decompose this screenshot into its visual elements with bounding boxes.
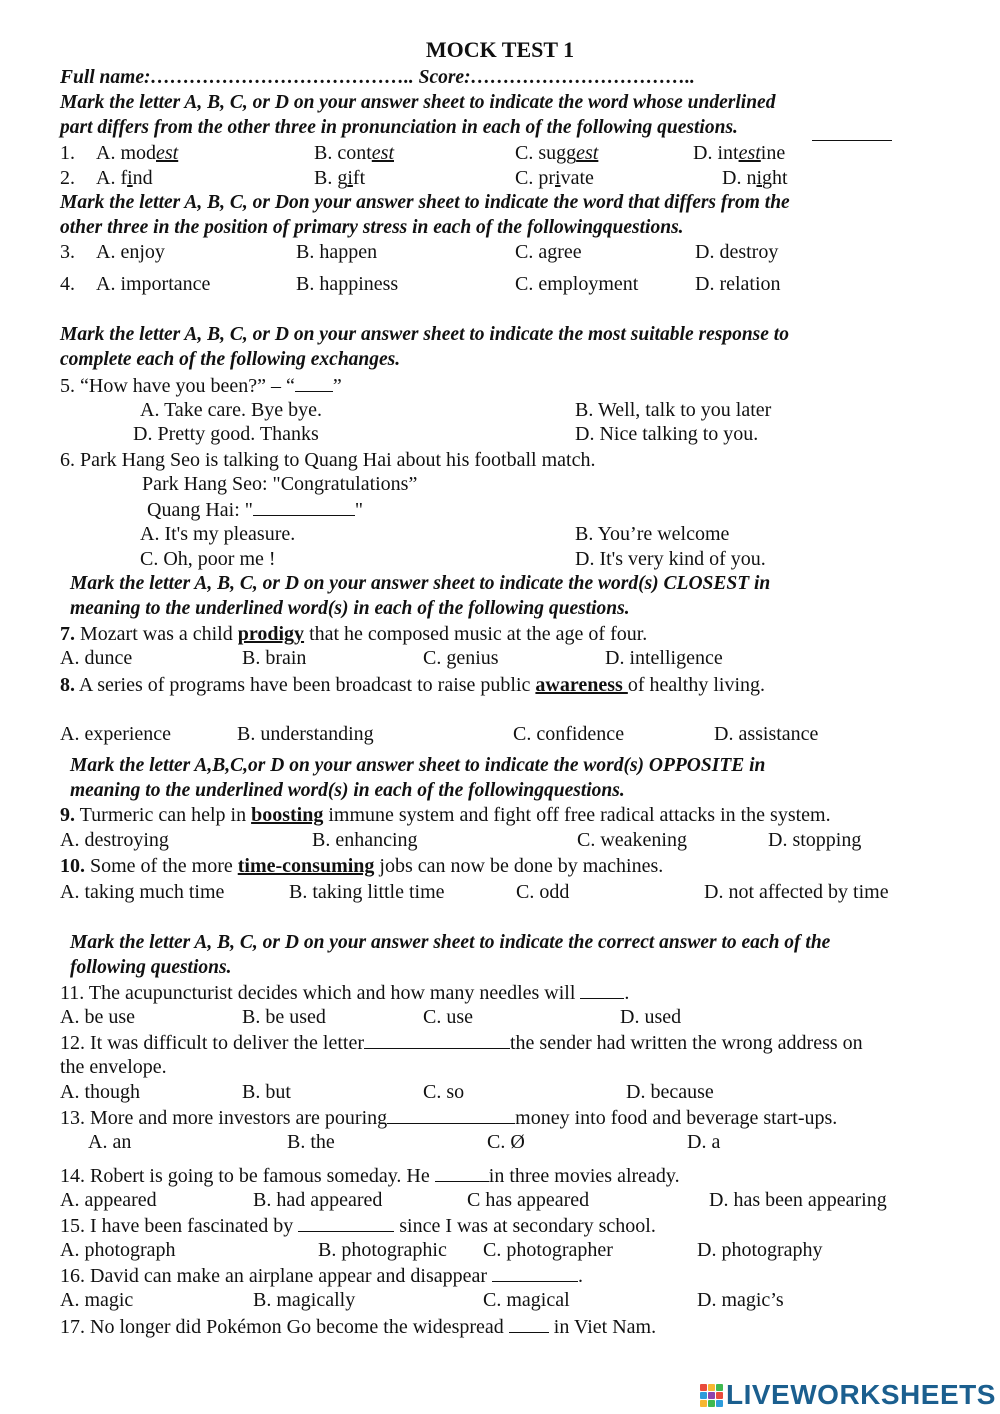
q9-option-a[interactable]: A. destroying <box>60 829 169 851</box>
q9-option-b[interactable]: B. enhancing <box>312 829 418 851</box>
q12-option-a[interactable]: A. though <box>60 1081 140 1103</box>
q9-option-c[interactable]: C. weakening <box>577 829 687 851</box>
q15-stem: 15. I have been fascinated by since I was at secondary school. <box>60 1215 656 1237</box>
liveworksheets-logo <box>700 1378 996 1412</box>
q4-option-d[interactable]: D. relation <box>695 273 781 295</box>
q5-stem: 5. “How have you been?” – “ ” <box>60 375 342 397</box>
q11-blank[interactable] <box>580 980 624 999</box>
q6-option-d[interactable]: D. It's very kind of you. <box>575 548 766 570</box>
instruction-pronunciation-2: part differs from the other three in pronunciation in each of the following questions. <box>60 117 738 138</box>
logo-mark-icon <box>700 1384 723 1407</box>
q6-stem: 6. Park Hang Seo is talking to Quang Hai about his football match. <box>60 449 596 471</box>
q3-option-b[interactable]: B. happen <box>296 241 378 263</box>
q1-option-c[interactable]: C. suggest <box>515 142 599 164</box>
q3-option-d[interactable]: D. destroy <box>695 241 779 263</box>
q12-option-d[interactable]: D. because <box>626 1081 714 1103</box>
instruction-opposite-2: meaning to the underlined word(s) in each of the followingquestions. <box>70 780 625 801</box>
q10-option-b[interactable]: B. taking little time <box>289 881 445 903</box>
q10-option-c[interactable]: C. odd <box>516 881 570 903</box>
q11-option-c[interactable]: C. use <box>423 1006 473 1028</box>
q10-stem: 10. Some of the more time-consuming jobs can now be done by machines. <box>60 855 664 877</box>
q6-blank[interactable] <box>253 497 355 516</box>
q1-option-b[interactable]: B. contest <box>314 142 394 164</box>
q5-option-d2[interactable]: D. Nice talking to you. <box>575 423 759 445</box>
instruction-stress-1: Mark the letter A, B, C, or Don your answer sheet to indicate the word that differs from the <box>60 192 790 213</box>
q17-stem: 17. No longer did Pokémon Go become the widespread in Viet Nam. <box>60 1316 657 1338</box>
q11-option-a[interactable]: A. be use <box>60 1006 135 1028</box>
q16-option-c[interactable]: C. magical <box>483 1289 570 1311</box>
q14-option-a[interactable]: A. appeared <box>60 1189 157 1211</box>
q12-option-b[interactable]: B. but <box>242 1081 291 1103</box>
q12-stem: 12. It was difficult to deliver the letter the sender had written the wrong address on <box>60 1032 863 1054</box>
q15-blank[interactable] <box>298 1213 394 1232</box>
q16-option-a[interactable]: A. magic <box>60 1289 134 1311</box>
q14-stem: 14. Robert is going to be famous someday. He in three movies already. <box>60 1165 680 1187</box>
q1-option-d[interactable]: D. intestine <box>693 142 786 164</box>
logo-text: LIVEWORKSHEETS <box>726 1379 996 1410</box>
q11-option-d[interactable]: D. used <box>620 1006 682 1028</box>
q2-option-d[interactable]: D. night <box>722 167 788 189</box>
q5-option-d1[interactable]: D. Pretty good. Thanks <box>133 423 319 445</box>
name-score-line: Full name:………………………………….. Score:…………………………….. <box>60 67 695 88</box>
q16-blank[interactable] <box>492 1263 578 1282</box>
q6-option-c[interactable]: C. Oh, poor me ! <box>140 548 276 570</box>
q8-option-a[interactable]: A. experience <box>60 723 172 745</box>
q14-blank[interactable] <box>435 1163 489 1182</box>
instruction-correct-1: Mark the letter A, B, C, or D on your answer sheet to indicate the correct answer to each of the <box>70 932 831 953</box>
q7-option-d[interactable]: D. intelligence <box>605 647 723 669</box>
q6-dialogue-line1: Park Hang Seo: "Congratulations” <box>142 473 418 495</box>
q14-option-b[interactable]: B. had appeared <box>253 1189 383 1211</box>
q13-option-c[interactable]: C. Ø <box>487 1131 525 1153</box>
q17-blank[interactable] <box>509 1314 549 1333</box>
instruction-exchange-2: complete each of the following exchanges. <box>60 349 401 370</box>
q8-stem: 8. A series of programs have been broadcast to raise public awareness of healthy living. <box>60 674 766 696</box>
q16-option-b[interactable]: B. magically <box>253 1289 356 1311</box>
q9-option-d[interactable]: D. stopping <box>768 829 862 851</box>
q15-option-c[interactable]: C. photographer <box>483 1239 613 1261</box>
q4-number: 4. <box>60 273 75 295</box>
q13-option-d[interactable]: D. a <box>687 1131 721 1153</box>
q13-option-a[interactable]: A. an <box>88 1131 132 1153</box>
q7-option-a[interactable]: A. dunce <box>60 647 133 669</box>
q3-option-c[interactable]: C. agree <box>515 241 582 263</box>
instruction-closest-1: Mark the letter A, B, C, or D on your answer sheet to indicate the word(s) CLOSEST in <box>70 573 771 594</box>
q11-stem: 11. The acupuncturist decides which and how many needles will . <box>60 982 630 1004</box>
q15-option-d[interactable]: D. photography <box>697 1239 823 1261</box>
q5-option-b[interactable]: B. Well, talk to you later <box>575 399 772 421</box>
instruction-opposite-1: Mark the letter A,B,C,or D on your answer sheet to indicate the word(s) OPPOSITE in <box>70 755 766 776</box>
q4-option-b[interactable]: B. happiness <box>296 273 399 295</box>
q9-stem: 9. Turmeric can help in boosting immune system and fight off free radical attacks in the system. <box>60 804 831 826</box>
instruction-stress-2: other three in the position of primary stress in each of the followingquestions. <box>60 217 684 238</box>
q15-option-a[interactable]: A. photograph <box>60 1239 176 1261</box>
q7-option-c[interactable]: C. genius <box>423 647 499 669</box>
q3-option-a[interactable]: A. enjoy <box>96 241 165 263</box>
q1-option-a[interactable]: A. modest <box>96 142 179 164</box>
q2-option-b[interactable]: B. gift <box>314 167 366 189</box>
q5-option-a[interactable]: A. Take care. Bye bye. <box>140 399 323 421</box>
q8-option-d[interactable]: D. assistance <box>714 723 819 745</box>
q14-option-d[interactable]: D. has been appearing <box>709 1189 887 1211</box>
q3-number: 3. <box>60 241 75 263</box>
q15-option-b[interactable]: B. photographic <box>318 1239 447 1261</box>
q12-option-c[interactable]: C. so <box>423 1081 465 1103</box>
q7-option-b[interactable]: B. brain <box>242 647 307 669</box>
instruction-underline <box>812 116 892 141</box>
q6-option-a[interactable]: A. It's my pleasure. <box>140 523 296 545</box>
q5-blank[interactable] <box>295 373 333 392</box>
instruction-closest-2: meaning to the underlined word(s) in each of the following questions. <box>70 598 630 619</box>
q8-option-b[interactable]: B. understanding <box>237 723 374 745</box>
q1-number: 1. <box>60 142 75 164</box>
q12-stem-line2: the envelope. <box>60 1056 167 1078</box>
q7-stem: 7. Mozart was a child prodigy that he composed music at the age of four. <box>60 623 648 645</box>
instruction-correct-2: following questions. <box>70 957 232 978</box>
q14-option-c[interactable]: C has appeared <box>467 1189 590 1211</box>
page-title: MOCK TEST 1 <box>425 37 575 62</box>
q8-option-c[interactable]: C. confidence <box>513 723 625 745</box>
q10-option-d[interactable]: D. not affected by time <box>704 881 889 903</box>
q4-option-a[interactable]: A. importance <box>96 273 211 295</box>
q6-dialogue-line2: Quang Hai: " " <box>147 499 364 521</box>
q2-option-c[interactable]: C. private <box>515 167 594 189</box>
instruction-pronunciation-1: Mark the letter A, B, C, or D on your answer sheet to indicate the word whose underlined <box>60 92 776 113</box>
q10-option-a[interactable]: A. taking much time <box>60 881 225 903</box>
q2-option-a[interactable]: A. find <box>96 167 153 189</box>
q4-option-c[interactable]: C. employment <box>515 273 639 295</box>
q16-stem: 16. David can make an airplane appear and disappear . <box>60 1265 584 1287</box>
q12-blank[interactable] <box>364 1030 510 1049</box>
q13-blank[interactable] <box>387 1105 515 1124</box>
q11-option-b[interactable]: B. be used <box>242 1006 326 1028</box>
q13-option-b[interactable]: B. the <box>287 1131 335 1153</box>
q2-number: 2. <box>60 167 75 189</box>
q13-stem: 13. More and more investors are pouring money into food and beverage start-ups. <box>60 1107 838 1129</box>
q6-option-b[interactable]: B. You’re welcome <box>575 523 730 545</box>
q16-option-d[interactable]: D. magic’s <box>697 1289 784 1311</box>
instruction-exchange-1: Mark the letter A, B, C, or D on your answer sheet to indicate the most suitable response to <box>60 324 789 345</box>
